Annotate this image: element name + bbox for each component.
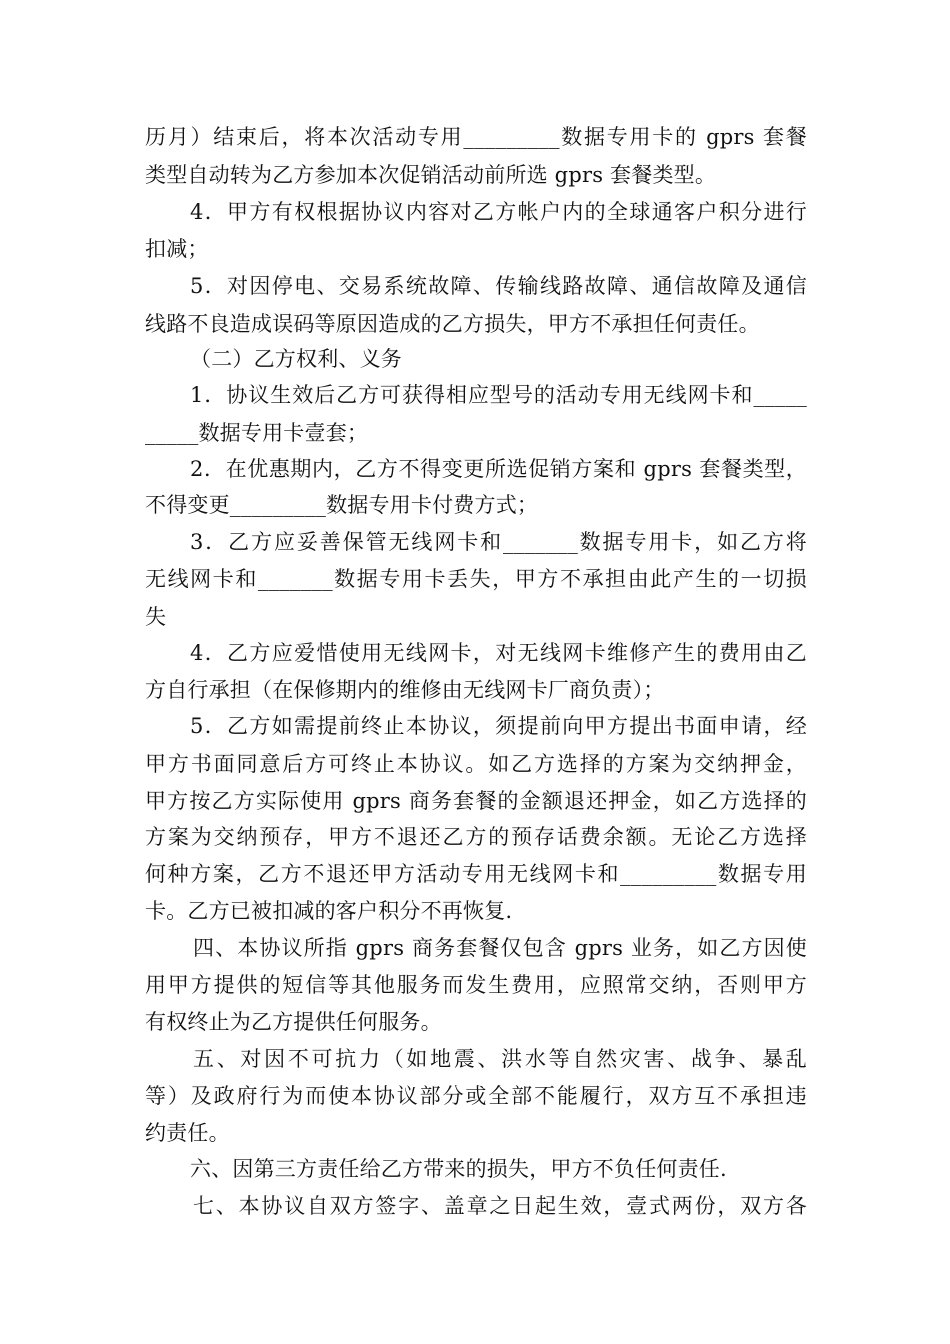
text-line: 失 bbox=[145, 605, 167, 629]
text-line: 历月）结束后，将本次活动专用_________数据专用卡的 gprs 套餐 bbox=[145, 125, 807, 149]
text-line: 有权终止为乙方提供任何服务。 bbox=[145, 1010, 442, 1034]
text-line: 5．乙方如需提前终止本协议，须提前向甲方提出书面申请，经 bbox=[190, 714, 807, 738]
text-line: 四、本协议所指 gprs 商务套餐仅包含 gprs 业务，如乙方因使 bbox=[193, 936, 807, 960]
text-line: 3．乙方应妥善保管无线网卡和_______数据专用卡，如乙方将 bbox=[190, 530, 807, 554]
text-line: 七、本协议自双方签字、盖章之日起生效，壹式两份，双方各 bbox=[193, 1194, 807, 1218]
text-line: 类型自动转为乙方参加本次促销活动前所选 gprs 套餐类型。 bbox=[145, 163, 717, 187]
text-line: 用甲方提供的短信等其他服务而发生费用，应照常交纳，否则甲方 bbox=[145, 973, 807, 997]
text-line: 卡。乙方已被扣减的客户积分不再恢复. bbox=[145, 899, 513, 923]
text-line: 5．对因停电、交易系统故障、传输线路故障、通信故障及通信 bbox=[190, 274, 807, 298]
text-line: 4．乙方应爱惜使用无线网卡，对无线网卡维修产生的费用由乙 bbox=[190, 641, 807, 665]
text-line: 1．协议生效后乙方可获得相应型号的活动专用无线网卡和_____ bbox=[190, 383, 807, 407]
text-line: 线路不良造成误码等原因造成的乙方损失，甲方不承担任何责任。 bbox=[145, 312, 760, 336]
text-line: 甲方书面同意后方可终止本协议。如乙方选择的方案为交纳押金， bbox=[145, 752, 807, 776]
text-line: 2．在优惠期内，乙方不得变更所选促销方案和 gprs 套餐类型， bbox=[190, 457, 807, 481]
text-line: 五、对因不可抗力（如地震、洪水等自然灾害、战争、暴乱 bbox=[193, 1047, 807, 1071]
text-line: 方案为交纳预存，甲方不退还乙方的预存话费余额。无论乙方选择 bbox=[145, 825, 807, 849]
text-line: 何种方案，乙方不退还甲方活动专用无线网卡和_________数据专用 bbox=[145, 862, 807, 886]
text-line: _____数据专用卡壹套； bbox=[145, 421, 369, 445]
text-line: 约责任。 bbox=[145, 1121, 230, 1145]
text-line: 无线网卡和_______数据专用卡丢失，甲方不承担由此产生的一切损 bbox=[145, 567, 807, 591]
text-line: 4．甲方有权根据协议内容对乙方帐户内的全球通客户积分进行 bbox=[190, 200, 807, 224]
section-heading: （二）乙方权利、义务 bbox=[190, 347, 402, 371]
text-line: 方自行承担（在保修期内的维修由无线网卡厂商负责）； bbox=[145, 678, 665, 702]
text-line: 等）及政府行为而使本协议部分或全部不能履行，双方互不承担违 bbox=[145, 1084, 807, 1108]
text-line: 不得变更_________数据专用卡付费方式； bbox=[145, 493, 539, 517]
text-line: 甲方按乙方实际使用 gprs 商务套餐的金额退还押金，如乙方选择的 bbox=[145, 789, 807, 813]
text-line: 六、因第三方责任给乙方带来的损失，甲方不负任何责任. bbox=[190, 1157, 727, 1181]
text-line: 扣减； bbox=[145, 237, 209, 261]
